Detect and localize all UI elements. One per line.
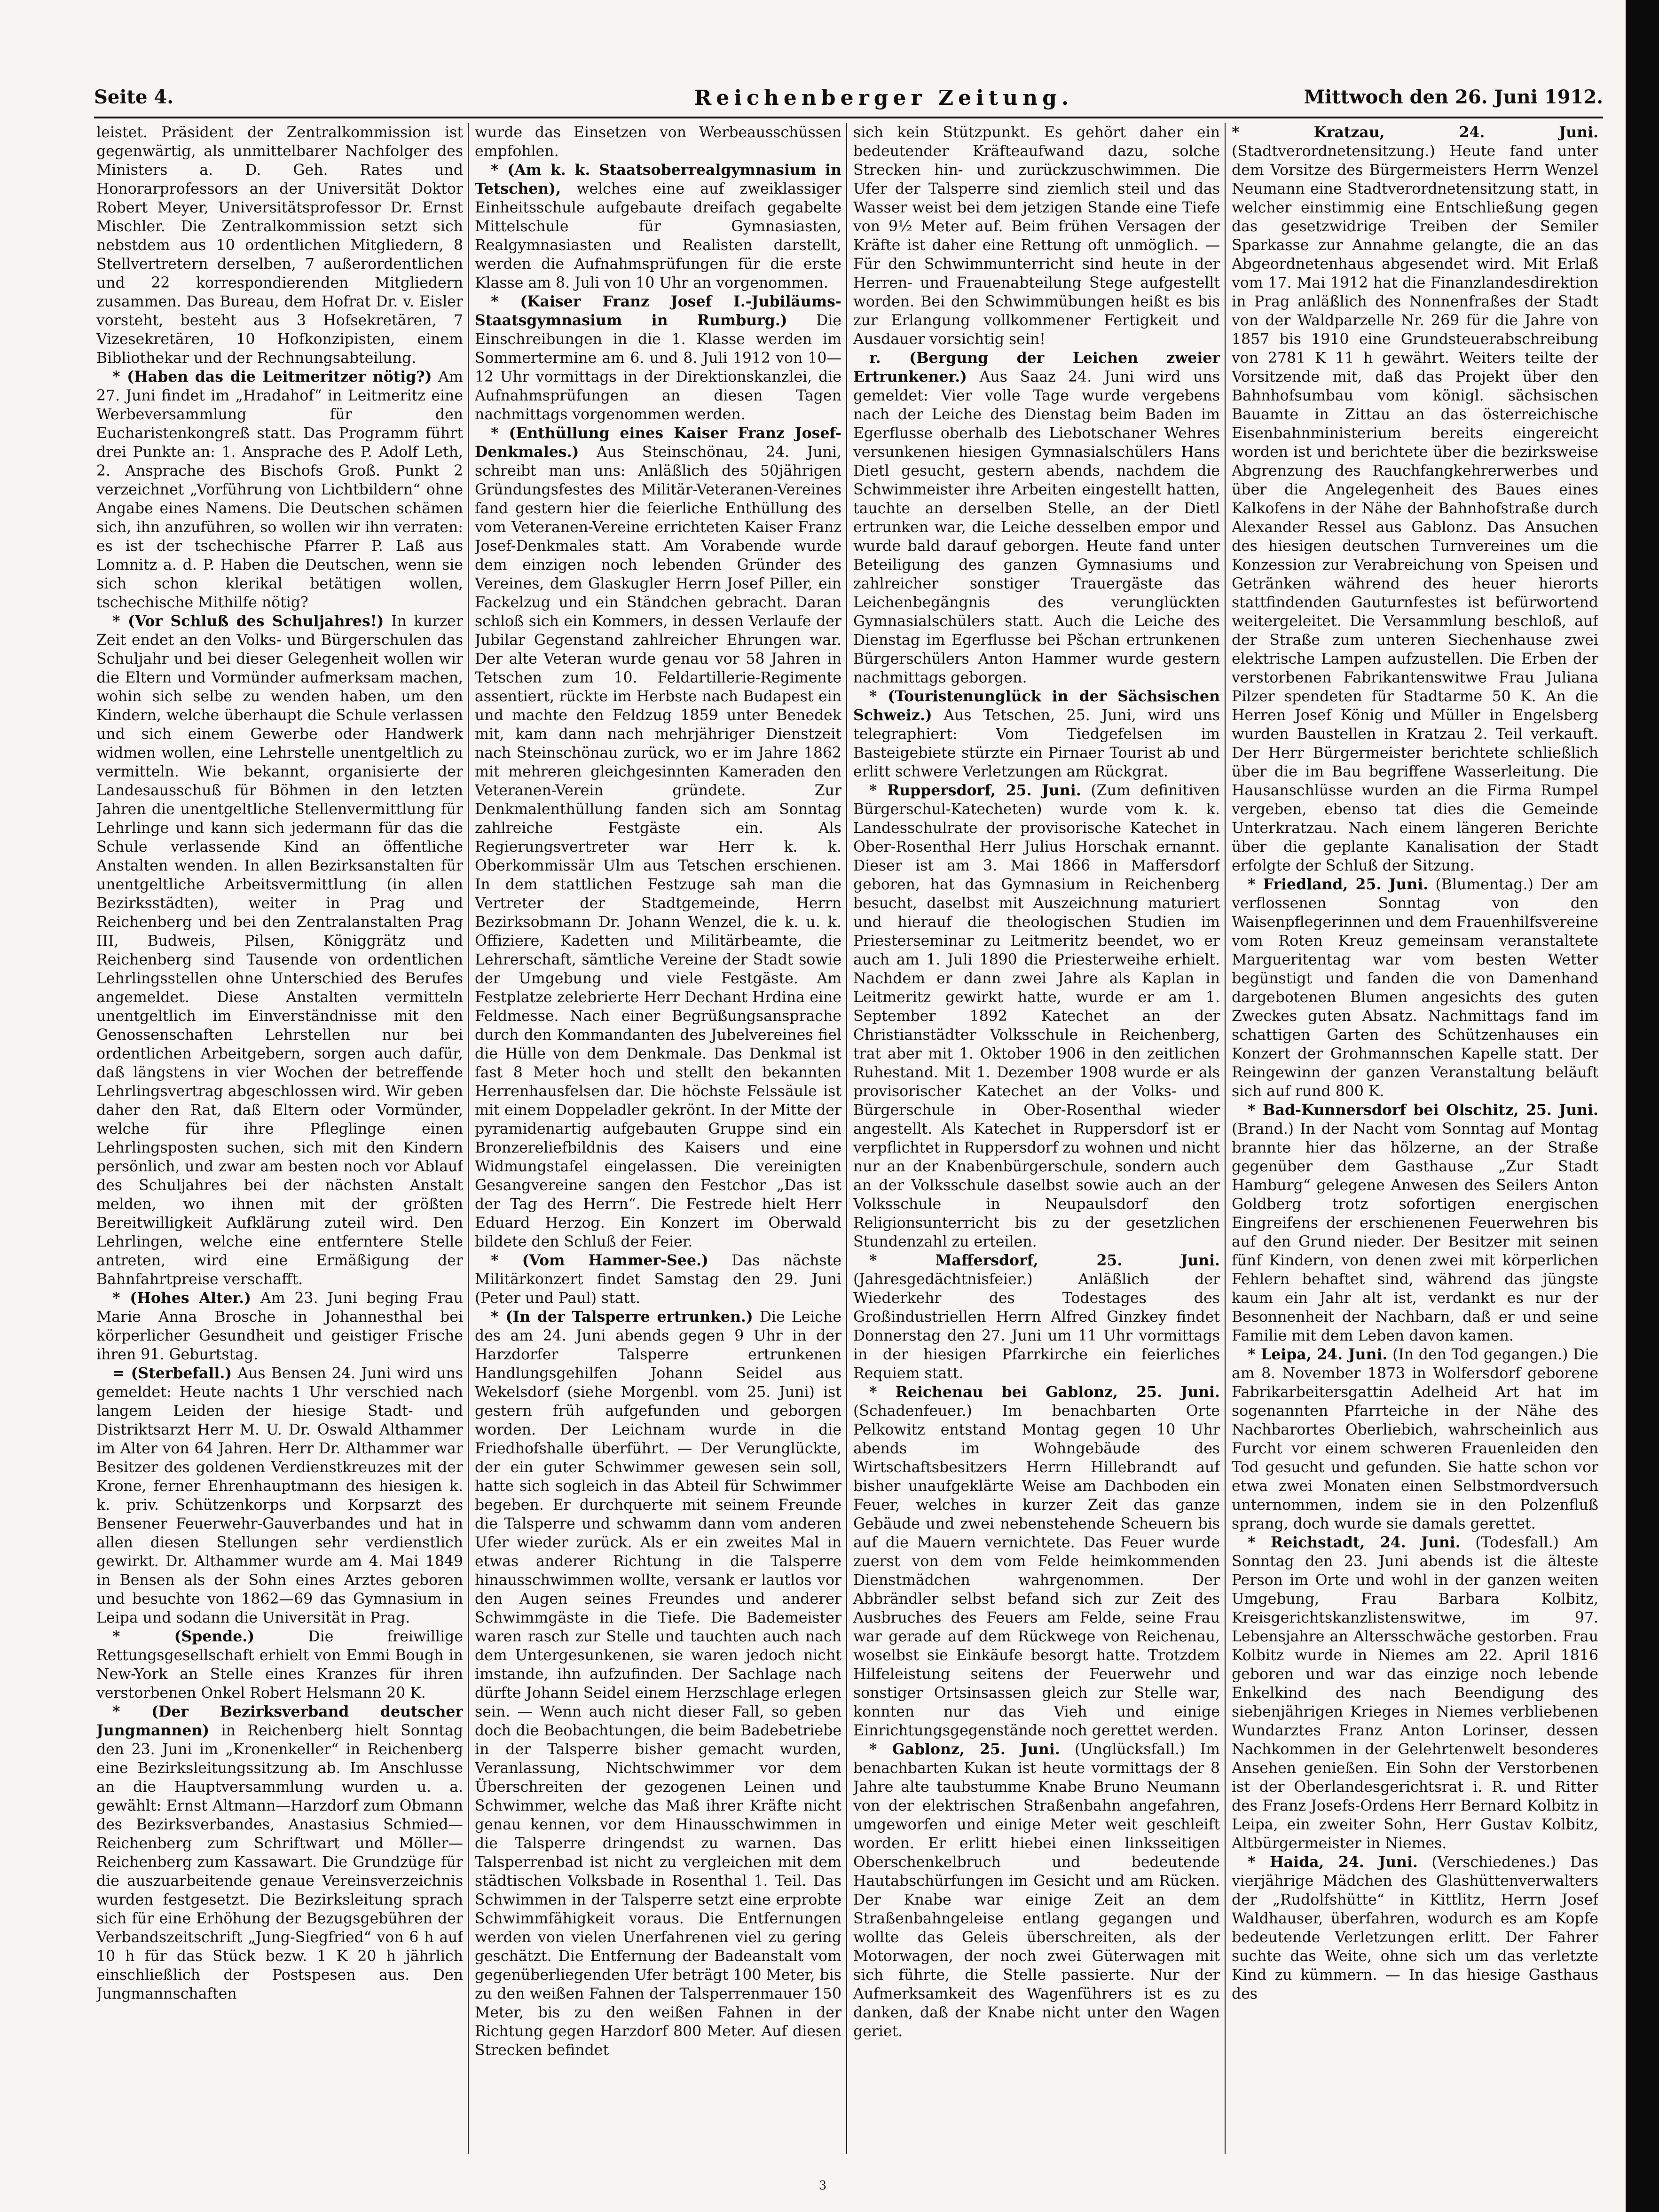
column-divider: [468, 123, 469, 2154]
article-text: Die freiwillige Rettungsgesellschaft erhielt von Emmi Bough in New-York an Stelle eines Kranzes für ihren verstorbenen Onkel Robert Helsmann 20 K.: [96, 1628, 463, 1702]
article-paragraph: [96, 1627, 463, 1702]
article-heading: * (Haben das die Leitmeritzer nötig?): [112, 368, 432, 385]
article-text: leistet. Präsident der Zentralkommission ist gegenwärtig, als unmittelbarer Nachfolger des Ministers a. D. Geh. Rates und Honorarprofessors an der Universität Doktor Robert Meyer, Universitätsprofessor Dr. Ernst Mischler. Die Zentralkommission setzt sich nebstdem aus 10 ordentlichen Mitgliedern, 8 Stellvertretern derselben, 7 außerordentlichen und 22 korrespondierenden Mitgliedern zusammen. Das Bureau, dem Hofrat Dr. v. Eisler vorsteht, besteht aus 3 Hofsekretären, 7 Vizesekretären, 10 Hofkonzipisten, einem Bibliothekar und der Rechnungsabteilung.: [96, 124, 463, 367]
article-heading: * (Der Bezirksverband deutscher Jungmannen): [96, 1703, 463, 1739]
article-heading: * (Vom Hammer-See.): [491, 1252, 708, 1269]
article-paragraph: [853, 781, 1220, 1251]
article-heading: * Reichstadt, 24. Juni.: [1248, 1534, 1461, 1551]
article-heading: * Ruppersdorf, 25. Juni.: [869, 782, 1081, 799]
article-text: Die Leiche des am 24. Juni abends gegen 9 Uhr in der Harzdorfer Talsperre ertrunkenen Handlungsgehilfen Johann Seidel aus Wekelsdorf (siehe Morgenbl. vom 25. Juni) ist gestern früh aufgefunden und geborgen worden. Der Leichnam wurde in die Friedhofshalle überführt. — Der Verunglückte, der ein guter Schwimmer gewesen sein soll, hatte sich sogleich in das Abteil für Schwimmer begeben. Er durchquerte mit seinem Freunde die Talsperre und schwamm dann vom anderen Ufer wieder zurück. Als er ein zweites Mal in etwas anderer Richtung in die Talsperre hinausschwimmen wollte, versank er lautlos vor den Augen seines Freundes und anderer Schwimmgäste in die Tiefe. Die Bademeister waren rasch zur Stelle und tauchten auch nach dem Untergesunkenen, sie waren jedoch nicht imstande, ihn aufzufinden. Der Sachlage nach dürfte Johann Seidel einem Herzschlage erlegen sein. — Wenn auch nicht dieser Fall, so geben doch die Beobachtungen, die beim Badebetriebe in der Talsperre bisher gemacht wurden, Veranlassung, Nichtschwimmer vor dem Überschreiten der gezogenen Leinen und Schwimmer, welche das Maß ihrer Kräfte nicht genau kennen, vor dem Hinausschwimmen in die Talsperre dringendst zu warnen. Das Talsperrenbad ist nicht zu vergleichen mit dem städtischen Volksbade in Rosenthal 1. Teil. Das Schwimmen in der Talsperre setzt eine erprobte Schwimmfähigkeit voraus. Die Entfernungen werden von vielen Unerfahrenen viel zu gering geschätzt. Die Entfernung der Badeanstalt vom gegenüberliegenden Ufer beträgt 100 Meter, bis zu den weißen Fahnen der Talsperrenmauer 150 Meter, bis zu den weißen Fahnen in der Richtung gegen Harzdorf 800 Meter. Auf diesen Strecken befindet: [475, 1309, 841, 2059]
article-heading: * Maffersdorf, 25. Juni.: [869, 1252, 1220, 1269]
article-heading: * Gablonz, 25. Juni.: [869, 1741, 1060, 1758]
article-heading: * Kratzau, 24. Juni.: [1232, 124, 1598, 141]
article-text: (Unglücksfall.) Im benachbarten Kukan ist heute vormittags der 8 Jahre alte taubstumme Knabe Bruno Neumann von der elektrischen Straßenbahn angefahren, umgeworfen und einige Meter weit geschleift worden. Er erlitt hiebei einen linksseitigen Oberschenkelbruch und bedeutende Hautabschürfungen im Gesicht und am Rücken. Der Knabe war einige Zeit an dem Straßenbahngeleise entlang gegangen und wollte das Geleis überschreiten, als der Motorwagen, der noch zwei Güterwagen mit sich führte, die Stelle passierte. Nur der Aufmerksamkeit des Wagenführers ist es zu danken, daß der Knabe nicht unter den Wagen geriet.: [853, 1741, 1220, 2040]
article-text: (Schadenfeuer.) Im benachbarten Orte Pelkowitz entstand Montag gegen 10 Uhr abends im Wohngebäude des Wirtschaftsbesitzers Herrn Hillebrandt auf bisher unaufgeklärte Weise am Dachboden ein Feuer, welches in kurzer Zeit das ganze Gebäude und zwei nebenstehende Scheuern bis auf die Mauern vernichtete. Das Feuer wurde zuerst von dem vom Felde heimkommenden Dienstmädchen wahrgenommen. Der Abbrändler selbst befand sich zur Zeit des Ausbruches des Feuers am Felde, seine Frau war gerade auf dem Rückwege von Reichenau, woselbst sie Einkäufe besorgt hatte. Trotzdem Hilfeleistung seitens der Feuerwehr und sonstiger Ortsinsassen gleich zur Stelle war, konnten nur das Vieh und einige Einrichtungsgegenstände noch gerettet werden.: [853, 1403, 1220, 1739]
newspaper-title: Reichenberger Zeitung.: [694, 86, 1074, 110]
article-paragraph: [1232, 1853, 1598, 2003]
article-heading: r. (Bergung der Leichen zweier Ertrunkener.): [853, 349, 1220, 385]
footer-mark: 3: [818, 2179, 827, 2193]
article-paragraph: [1232, 875, 1598, 1101]
article-text: Aus Tetschen, 25. Juni, wird uns telegraphiert: Vom Tiedgefelsen im Basteigebiete stürzte ein Pirnaer Tourist ab und erlitt schwere Verletzungen am Rückgrat.: [853, 707, 1220, 780]
article-paragraph: [853, 1740, 1220, 2041]
article-text: in Reichenberg hielt Sonntag den 23. Juni im „Kronenkeller“ in Reichenberg eine Bezirksleitungssitzung ab. Im Anschlusse an die Hauptversammlung wurden u. a. gewählt: Ernst Altmann—Harzdorf zum Obmann des Bezirksverbandes, Anastasius Schmied—Reichenberg zum Schriftwart und Möller—Reichenberg zum Kassawart. Die Grundzüge für die auszuarbeitende genaue Vereinsverzeichnis wurden festgesetzt. Die Bezirksleitung sprach sich für eine Erhöhung der Bezugsgebühren der Verbandszeitschrift „Jung-Siegfried“ von 6 h auf 10 h für das Stück bezw. 1 K 20 h jährlich einschließlich der Postspesen aus. Den Jungmannschaften: [96, 1722, 463, 2002]
article-text: (Brand.) In der Nacht vom Sonntag auf Montag brannte hier das hölzerne, an der Straße gegenüber dem Gasthause „Zur Stadt Hamburg“ gelegene Anwesen des Seilers Anton Goldberg trotz sofortigen energischen Eingreifens der erschienenen Feuerwehren bis auf den Grund nieder. Der Besitzer mit seinen fünf Kindern, von denen zwei mit körperlichen Fehlern behaftet sind, während das jüngste kaum ein Jahr alt ist, verdankt es nur der Besonnenheit der Nachbarn, daß er und seine Familie mit dem Leben davon kamen.: [1232, 1121, 1598, 1344]
masthead: [94, 82, 1603, 120]
page-number: Seite 4.: [94, 86, 174, 108]
column-divider: [846, 123, 847, 2154]
article-paragraph: [853, 1383, 1220, 1740]
article-paragraph: [1232, 1345, 1598, 1533]
article-paragraph: [475, 424, 841, 1251]
article-paragraph: [96, 123, 463, 368]
article-paragraph: [853, 687, 1220, 781]
article-text: In kurzer Zeit endet an den Volks- und Bürgerschulen das Schuljahr und bei dieser Gelegenheit wollen wir die Eltern und Vormünder aufmerksam machen, wohin sich selbe zu wenden haben, um den Kindern, welche überhaupt die Schule verlassen und sich einem Gewerbe oder Handwerk widmen wollen, eine Lehrstelle unentgeltlich zu vermitteln. Wie bekannt, organisierte der Landesausschuß für Böhmen in den letzten Jahren die unentgeltliche Stellenvermittlung für Lehrlinge und kann sich jedermann für das die Schule verlassende Kind an öffentliche Anstalten wenden. In allen Bezirksanstalten für unentgeltliche Arbeitsvermittlung (in allen Bezirksstädten), weiter in Prag und Reichenberg und bei den Zentralanstalten Prag III, Budweis, Pilsen, Königgrätz und Reichenberg sind Tausende von ordentlichen Lehrlingsstellen ohne Unterschied des Berufes angemeldet. Diese Anstalten vermitteln unentgeltlich im Einverständnisse mit den Genossenschaften Lehrstellen nur bei ordentlichen Arbeitgebern, sorgen auch dafür, daß längstens in vier Wochen der betreffende Lehrlingsvertrag abgeschlossen wird. Wir geben daher den Rat, daß Eltern oder Vormünder, welche für ihre Pfleglinge einen Lehrlingsposten suchen, sich mit den Kindern persönlich, und zwar am besten noch vor Ablauf des Schuljahres bei der nächsten Anstalt melden, wo ihnen mit der größten Bereitwilligkeit Aufklärung zuteil wird. Den Lehrlingen, welche eine entferntere Stelle antreten, wird eine Ermäßigung der Bahnfahrtpreise verschafft.: [96, 613, 463, 1288]
article-paragraph: [1232, 123, 1598, 875]
column-4: [1232, 123, 1598, 2154]
article-heading: = (Sterbefall.): [112, 1365, 232, 1382]
article-text: Aus Steinschönau, 24. Juni, schreibt man uns: Anläßlich des 50jährigen Gründungsfestes des Militär-Veteranen-Vereines fand gestern hier die feierliche Enthüllung des vom Veteranen-Vereine errichteten Kaiser Franz Josef-Denkmales statt. Am Vorabende wurde dem einzigen noch lebenden Gründer des Vereines, dem Glaskugler Herrn Josef Piller, ein Fackelzug und ein Ständchen gebracht. Daran schloß sich ein Kommers, in dessen Verlaufe der Jubilar Gegenstand zahlreicher Ehrungen war. Der alte Veteran wurde genau vor 58 Jahren in Tetschen zum 10. Feldartillerie-Regimente assentiert, rückte im Herbste nach Budapest ein und machte den Feldzug 1859 unter Benedek mit, kam dann nach mehrjähriger Dienstzeit nach Steinschönau zurück, wo er im Jahre 1862 mit mehreren gleichgesinnten Kameraden den Veteranen-Verein gründete. Zur Denkmalenthüllung fanden sich am Sonntag zahlreiche Festgäste ein. Als Regierungsvertreter war Herr k. k. Oberkommissär Ulm aus Tetschen erschienen. In dem stattlichen Festzuge sah man die Vertreter der Stadtgemeinde, Herrn Bezirksobmann Dr. Johann Wenzel, die k. u. k. Offiziere, Kadetten und Militärbeamte, die Lehrerschaft, sämtliche Vereine der Stadt sowie der Umgebung und viele Festgäste. Am Festplatze zelebrierte Herr Dechant Hrdina eine Feldmesse. Nach einer Begrüßungsansprache durch den Kommandanten des Jubelvereines fiel die Hülle von dem Denkmale. Das Denkmal ist fast 8 Meter hoch und stellt den bekannten Herrenhausfelsen dar. Die höchste Felssäule ist mit einem Doppeladler gekrönt. In der Mitte der pyramidenartig aufgebauten Gruppe sind ein Bronzereliefbildnis des Kaisers und eine Widmungstafel eingelassen. Die vereinigten Gesangvereine sangen den Festchor „Das ist der Tag des Herrn“. Die Festrede hielt Herr Eduard Herzog. Ein Konzert im Oberwald bildete den Schluß der Feier.: [475, 444, 841, 1250]
column-divider: [1225, 123, 1226, 2154]
article-heading: * (In der Talsperre ertrunken.): [491, 1308, 753, 1326]
article-heading: * Leipa, 24. Juni.: [1248, 1346, 1388, 1363]
article-paragraph: [853, 123, 1220, 349]
article-heading: * (Am k. k. Staatsoberrealgymnasium in Tetschen),: [475, 161, 841, 197]
article-text: Die Einschreibungen in die 1. Klasse werden im Sommertermine am 6. und 8. Juli 1912 von 10—12 Uhr vormittags in der Direktionskanzlei, die Aufnahmsprüfungen an diesen Tagen nachmittags vorgenommen werden.: [475, 312, 841, 423]
article-paragraph: [96, 612, 463, 1289]
article-text: sich kein Stützpunkt. Es gehört daher ein bedeutender Kräfteaufwand dazu, solche Strecken hin- und zurückzuschwimmen. Die Ufer der Talsperre sind ziemlich steil und das Wasser weist bei dem jetzigen Stande eine Tiefe von 9½ Meter auf. Beim frühen Versagen der Kräfte ist daher eine Rettung oft unmöglich. — Für den Schwimmunterricht sind heute in der Herren- und Frauenabteilung Stege aufgestellt worden. Bei den Schwimmübungen heißt es bis zur Erlangung vollkommener Fertigkeit und Ausdauer vorsichtig sein!: [853, 124, 1220, 348]
article-paragraph: [475, 161, 841, 292]
article-paragraph: [853, 349, 1220, 687]
article-text: welches eine auf zweiklassiger Einheitsschule aufgebaute dreifach gegabelte Mittelschule für Gymnasiasten, Realgymnasiasten und Realisten darstellt, werden die Aufnahmsprüfungen für die erste Klasse am 8. Juli von 10 Uhr an vorgenommen.: [475, 180, 841, 291]
article-text: Das nächste Militärkonzert findet Samstag den 29. Juni (Peter und Paul) statt.: [475, 1252, 841, 1307]
article-heading: * Friedland, 25. Juni.: [1248, 876, 1429, 893]
article-text: (Todesfall.) Am Sonntag den 23. Juni abends ist die älteste Person im Orte und wohl in der ganzen weiten Umgebung, Frau Barbara Kolbitz, Kreisgerichtskanzlistenswitwe, im 97. Lebensjahre an Altersschwäche gestorben. Frau Kolbitz wurde in Niemes am 22. April 1816 geboren und war das einzige noch lebende Enkelkind des nach Beendigung des siebenjährigen Krieges in Niemes verbliebenen Wundarztes Franz Anton Lorinser, dessen Nachkommen in der Gelehrtenwelt besonderes Ansehen genießen. Ein Sohn der Verstorbenen ist der Oberlandesgerichtsrat i. R. und Ritter des Franz Josefs-Ordens Herr Bernard Kolbitz in Leipa, ein zweiter Sohn, Herr Gustav Kolbitz, Altbürgermeister in Niemes.: [1232, 1534, 1598, 1852]
article-heading: * (Enthüllung eines Kaiser Franz Josef-Denkmales.): [475, 424, 841, 461]
article-paragraph: [475, 1308, 841, 2060]
article-text: Aus Bensen 24. Juni wird uns gemeldet: Heute nachts 1 Uhr verschied nach langem Leiden der hiesige Stadt- und Distriktsarzt Herr M. U. Dr. Oswald Althammer im Alter von 64 Jahren. Herr Dr. Althammer war Besitzer des goldenen Verdienstkreuzes mit der Krone, ferner Ehrenhauptmann des hiesigen k. k. priv. Schützenkorps und Korpsarzt des Bensener Feuerwehr-Gauverbandes und hat in allen diesen Stellungen sehr verdienstlich gewirkt. Dr. Althammer wurde am 4. Mai 1849 in Bensen als der Sohn eines Arztes geboren und besuchte von 1862—69 das Gymnasium in Leipa und sodann die Universität in Prag.: [96, 1365, 463, 1626]
article-paragraph: [853, 1251, 1220, 1383]
article-text: wurde das Einsetzen von Werbeausschüssen empfohlen.: [475, 124, 841, 160]
article-paragraph: [1232, 1533, 1598, 1853]
article-heading: * (Vor Schluß des Schuljahres!): [112, 612, 384, 630]
header-rule: [94, 117, 1603, 118]
article-text: Am 27. Juni findet im „Hradahof“ in Leitmeritz eine Werbeversammlung für den Eucharistenkongreß statt. Das Programm führt drei Punkte an: 1. Ansprache des P. Adolf Leth, 2. Ansprache des Bischofs Groß. Punkt 2 verzeichnet „Vorführung von Lichtbildern“ ohne Angabe eines Namens. Die Deutschen schämen sich, ihn anzuführen, so wollen wir ihn verraten: es ist der tschechische Pfarrer P. Laß aus Lomnitz a. d. P. Haben die Deutschen, wenn sie sich schon klerikal betätigen wollen, tschechische Mithilfe nötig?: [96, 369, 463, 611]
article-text: (In den Tod gegangen.) Die am 8. November 1873 in Wolfersdorf geborene Fabrikarbeitersgattin Adelheid Art hat im sogenannten Pfarrteiche in der Nähe des Nachbarortes Oberliebich, wahrscheinlich aus Furcht vor einem schweren Frauenleiden den Tod gesucht und gefunden. Sie hatte schon vor etwa zwei Monaten einen Selbstmordversuch unternommen, indem sie in den Polzenfluß sprang, doch wurde sie damals gerettet.: [1232, 1346, 1598, 1532]
article-paragraph: [96, 368, 463, 612]
article-heading: * (Touristenunglück in der Sächsischen Schweiz.): [853, 688, 1220, 724]
article-paragraph: [475, 1251, 841, 1308]
article-heading: * Bad-Kunnersdorf bei Olschitz, 25. Juni.: [1248, 1101, 1598, 1119]
article-paragraph: [96, 1364, 463, 1627]
article-text: (Zum definitiven Bürgerschul-Katecheten) wurde vom k. k. Landesschulrate der provisorische Katechet in Ober-Rosenthal Herr Julius Horschak ernannt. Dieser ist am 3. Mai 1866 in Maffersdorf geboren, hat das Gymnasium in Reichenberg besucht, daselbst mit Auszeichnung maturiert und hierauf die theologischen Studien im Priesterseminar zu Leitmeritz beendet, wo er auch am 1. Juli 1890 die Priesterweihe erhielt. Nachdem er dann zwei Jahre als Kaplan in Leitmeritz gewirkt hatte, wurde er am 1. September 1892 Katechet an der Christianstädter Volksschule in Reichenberg, trat aber mit 1. Oktober 1906 in den zeitlichen Ruhestand. Mit 1. Dezember 1908 wurde er als provisorischer Katechet an der Volks- und Bürgerschule in Ober-Rosenthal wieder angestellt. Als Katechet in Ruppersdorf ist er verpflichtet in Ruppersdorf zu wohnen und nicht nur an der Knabenbürgerschule, sondern auch an der Volksschule daselbst sowie auch an der Volksschule in Neupaulsdorf den Religionsunterricht bis zu der gesetzlichen Stundenzahl zu erteilen.: [853, 782, 1220, 1250]
article-paragraph: [475, 123, 841, 161]
article-paragraph: [475, 292, 841, 424]
article-text: (Verschiedenes.) Das vierjährige Mädchen des Glashüttenverwalters der „Rudolfshütte“ in Kittlitz, Herrn Josef Waldhauser, überfahren, wodurch es am Kopfe bedeutende Verletzungen erlitt. Der Fahrer suchte das Weite, ohne sich um das verletzte Kind zu kümmern. — In das hiesige Gasthaus des: [1232, 1854, 1598, 2002]
article-text: (Stadtverordnetensitzung.) Heute fand unter dem Vorsitze des Bürgermeisters Herrn Wenzel Neumann eine Stadtverordnetensitzung statt, in welcher einstimmig eine Entschließung gegen das gesetzwidrige Treiben der Semiler Sparkasse zur Annahme gelangte, die an das Abgeordnetenhaus abgesendet wird. Mit Erlaß vom 17. Mai 1912 hat die Finanzlandesdirektion in Prag anläßlich des Nonnenfraßes der Stadt von der Waldparzelle Nr. 269 für die Jahre von 1857 bis 1910 eine Grundsteuerabschreibung von 2781 K 11 h gewährt. Weiters teilte der Vorsitzende mit, daß das Projekt über den Bahnhofsumbau vom königl. sächsischen Bauamte in Zittau an das österreichische Eisenbahnministerium bereits eingereicht worden ist und berichtete über die bezirksweise Abgrenzung des Rauchfangkehrerwerbes und über die Angelegenheit des Baues eines Kalkofens in der Nähe der Bahnhofstraße durch Alexander Ressel aus Gablonz. Das Ansuchen des hiesigen deutschen Turnvereines um die Konzession zur Verabreichung von Speisen und Getränken während des heuer hierorts stattfindenden Gauturnfestes ist befürwortend weitergeleitet. Die Versammlung beschloß, auf der Straße zum unteren Siechenhause zwei elektrische Lampen aufzustellen. Die Erben der verstorbenen Fabrikantenswitwe Frau Juliana Pilzer spendeten für Stadtarme 50 K. An die Herren Josef König und Müller in Engelsberg wurden Baustellen in Kratzau 2. Teil verkauft. Der Herr Bürgermeister berichtete schließlich über die im Bau begriffene Wasserleitung. Die Hausanschlüsse wurden an die Firma Rumpel vergeben, ebenso tat dies die Gemeinde Unterkratzau. Nach einem längeren Berichte über die geplante Kanalisation der Stadt erfolgte der Schluß der Sitzung.: [1232, 143, 1598, 874]
column-2: [475, 123, 841, 2154]
article-text: (Blumentag.) Der am verflossenen Sonntag von den Waisenpflegerinnen und dem Frauenhilfsvereine vom Roten Kreuz gemeinsam veranstaltete Margueritentag war vom besten Wetter begünstigt und fanden die von Damenhand dargebotenen Blumen angesichts des guten Zweckes guten Absatz. Nachmittags fand im schattigen Garten des Schützenhauses ein Konzert der Grohmannschen Kapelle statt. Der Reingewinn der ganzen Veranstaltung beläuft sich auf rund 800 K.: [1232, 876, 1598, 1100]
article-text: (Jahresgedächtnisfeier.) Anläßlich der Wiederkehr des Todestages des Großindustriellen Herrn Alfred Ginzkey findet Donnerstag den 27. Juni um 11 Uhr vormittags in der hiesigen Pfarrkirche ein feierliches Requiem statt.: [853, 1271, 1220, 1382]
article-heading: * Reichenau bei Gablonz, 25. Juni.: [869, 1383, 1220, 1401]
column-1: [96, 123, 463, 2154]
article-text: Aus Saaz 24. Juni wird uns gemeldet: Vier volle Tage wurde vergebens nach der Leiche des Dienstag beim Baden im Egerflusse oberhalb des Liebotschaner Wehres versunkenen hiesigen Gymnasialschülers Hans Dietl gesucht, gestern abends, nachdem die Schwimmeister ihre Arbeiten eingestellt hatten, tauchte an derselben Stelle, an der Dietl ertrunken war, die Leiche desselben empor und wurde bald darauf geborgen. Heute fand unter Beteiligung des ganzen Gymnasiums und zahlreicher sonstiger Trauergäste das Leichenbegängnis des verunglückten Gymnasialschülers statt. Auch die Leiche des Dienstag im Egerflusse bei Pšchan ertrunkenen Bürgerschülers Anton Hammer wurde gestern nachmittags geborgen.: [853, 369, 1220, 686]
column-3: [853, 123, 1220, 2154]
article-heading: * Haida, 24. Juni.: [1248, 1853, 1418, 1871]
article-paragraph: [96, 1289, 463, 1364]
issue-date: Mittwoch den 26. Juni 1912.: [1304, 86, 1603, 108]
article-heading: * (Hohes Alter.): [112, 1289, 252, 1307]
article-paragraph: [1232, 1101, 1598, 1345]
article-text: Am 23. Juni beging Frau Marie Anna Brosche in Johannesthal bei körperlicher Gesundheit und geistiger Frische ihren 91. Geburtstag.: [96, 1290, 463, 1363]
article-heading: * (Spende.): [112, 1628, 255, 1645]
article-heading: * (Kaiser Franz Josef I.-Jubiläums-Staatsgymnasium in Rumburg.): [475, 293, 841, 329]
article-paragraph: [96, 1702, 463, 2003]
scan-edge: [1626, 0, 1659, 2212]
